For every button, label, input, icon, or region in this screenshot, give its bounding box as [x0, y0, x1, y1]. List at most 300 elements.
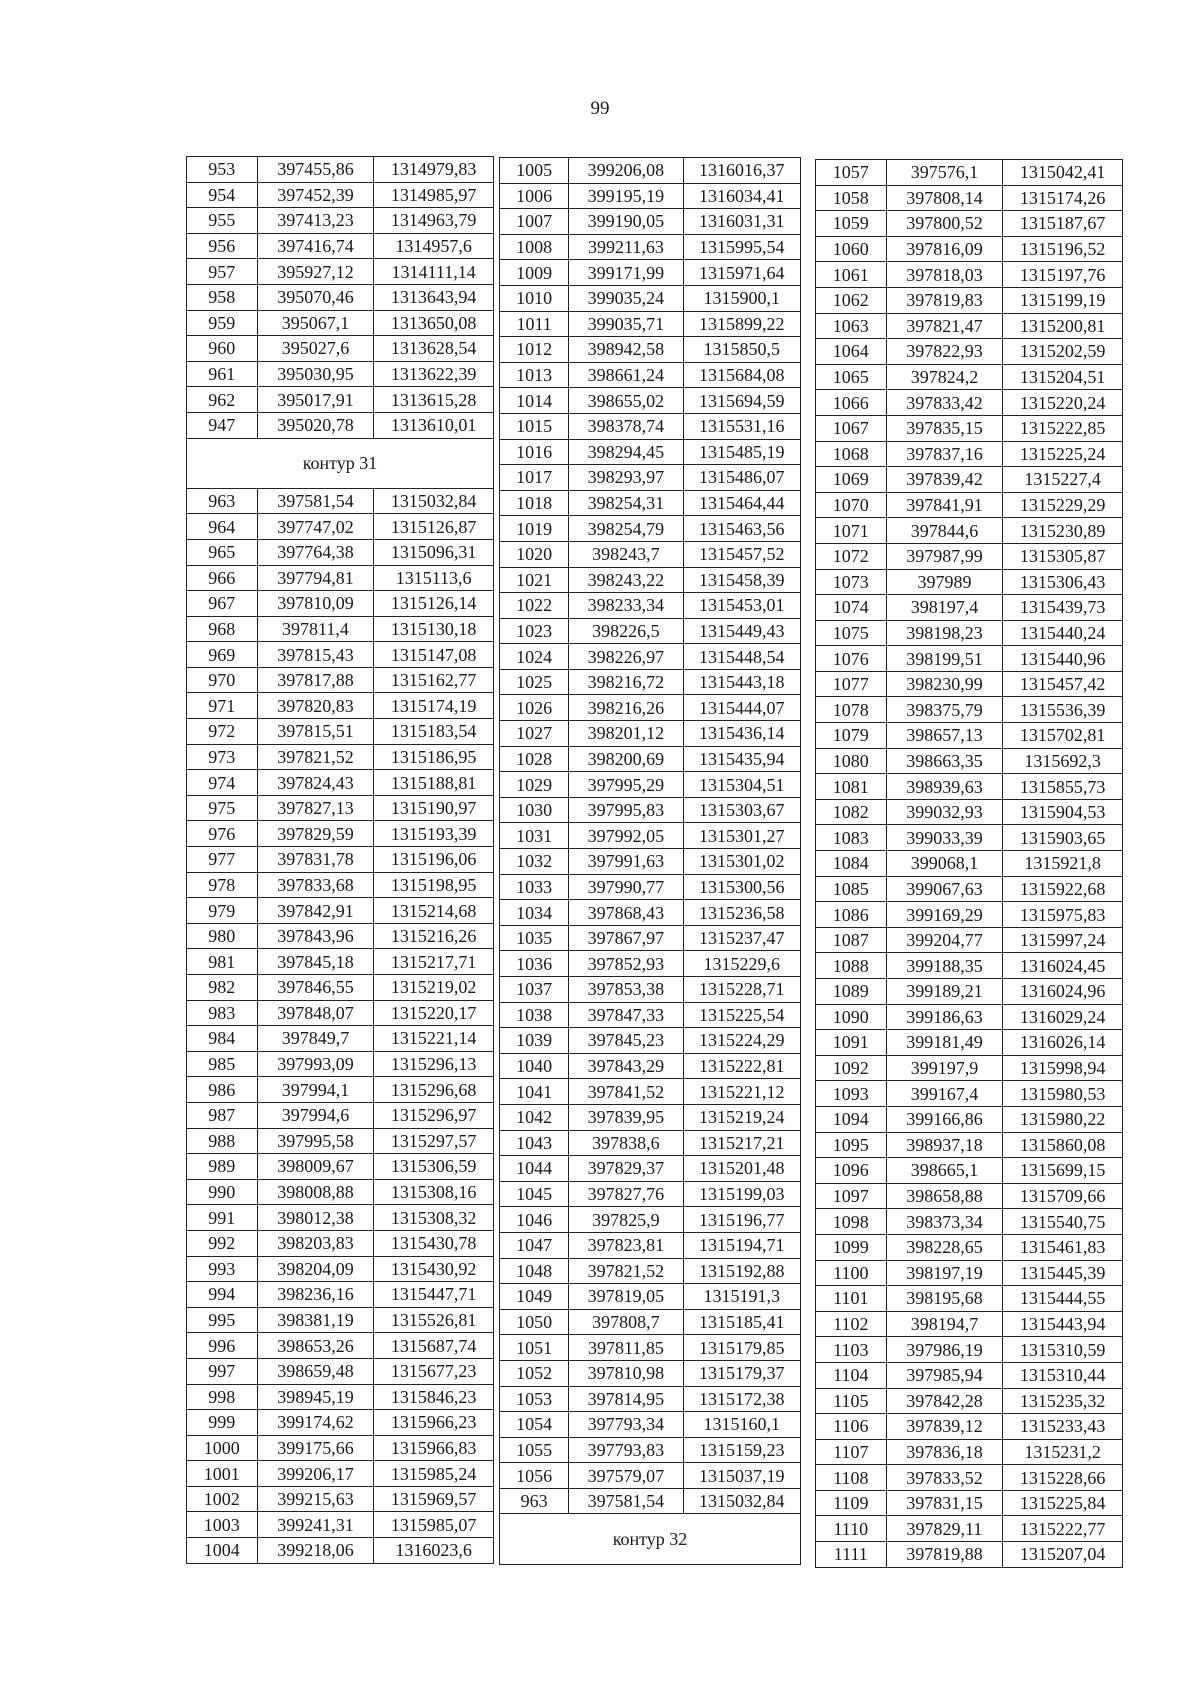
table-row	[187, 565, 494, 591]
point-number-cell: 1073	[816, 569, 887, 595]
table-row	[816, 697, 1123, 723]
point-number-cell: 1007	[500, 209, 569, 235]
y-coordinate-cell: 1315449,43	[683, 618, 800, 644]
y-coordinate-cell: 1315531,16	[683, 413, 800, 439]
point-number-cell: 993	[187, 1256, 258, 1282]
y-coordinate-cell: 1315445,39	[1003, 1260, 1123, 1286]
table-row	[816, 339, 1123, 365]
y-coordinate-cell: 1315702,81	[1003, 723, 1123, 749]
x-coordinate-cell: 397837,16	[886, 441, 1003, 467]
x-coordinate-cell: 397833,68	[257, 872, 374, 898]
x-coordinate-cell: 398937,18	[886, 1132, 1003, 1158]
y-coordinate-cell: 1315191,3	[683, 1284, 800, 1310]
table-row	[187, 1026, 494, 1052]
table-row	[187, 1102, 494, 1128]
x-coordinate-cell: 397867,97	[569, 925, 683, 951]
x-coordinate-cell: 397839,12	[886, 1414, 1003, 1440]
point-number-cell: 968	[187, 616, 258, 642]
y-coordinate-cell: 1315310,44	[1003, 1362, 1123, 1388]
point-number-cell: 988	[187, 1128, 258, 1154]
point-number-cell: 965	[187, 539, 258, 565]
y-coordinate-cell: 1315187,67	[1003, 211, 1123, 237]
contour-label-row	[500, 1514, 801, 1564]
table-row	[816, 1055, 1123, 1081]
y-coordinate-cell: 1315196,77	[683, 1207, 800, 1233]
x-coordinate-cell: 399171,99	[569, 260, 683, 286]
x-coordinate-cell: 397985,94	[886, 1362, 1003, 1388]
table-row	[500, 311, 801, 337]
x-coordinate-cell: 398197,4	[886, 595, 1003, 621]
point-number-cell: 1062	[816, 287, 887, 313]
table-row	[500, 234, 801, 260]
table-row	[500, 644, 801, 670]
y-coordinate-cell: 1315301,27	[683, 823, 800, 849]
table-row	[500, 1104, 801, 1130]
table-row	[187, 642, 494, 668]
table-row	[816, 1106, 1123, 1132]
table-row	[816, 1516, 1123, 1542]
point-number-cell: 960	[187, 336, 258, 362]
point-number-cell: 1035	[500, 925, 569, 951]
y-coordinate-cell: 1315228,66	[1003, 1465, 1123, 1491]
coordinates-table-right	[815, 159, 1123, 1568]
y-coordinate-cell: 1315224,29	[683, 1028, 800, 1054]
x-coordinate-cell: 397994,6	[257, 1102, 374, 1128]
x-coordinate-cell: 399174,62	[257, 1410, 374, 1436]
y-coordinate-cell: 1315297,57	[374, 1128, 494, 1154]
table-row	[500, 439, 801, 465]
y-coordinate-cell: 1315229,6	[683, 951, 800, 977]
table-row	[187, 1051, 494, 1077]
table-row	[816, 1004, 1123, 1030]
table-row	[500, 158, 801, 184]
point-number-cell: 972	[187, 719, 258, 745]
y-coordinate-cell: 1315037,19	[683, 1463, 800, 1489]
point-number-cell: 1095	[816, 1132, 887, 1158]
y-coordinate-cell: 1315162,77	[374, 667, 494, 693]
x-coordinate-cell: 397844,6	[886, 518, 1003, 544]
y-coordinate-cell: 1315463,56	[683, 516, 800, 542]
table-row	[500, 1002, 801, 1028]
y-coordinate-cell: 1315971,64	[683, 260, 800, 286]
y-coordinate-cell: 1315687,74	[374, 1333, 494, 1359]
x-coordinate-cell: 397581,54	[569, 1488, 683, 1514]
y-coordinate-cell: 1313622,39	[374, 361, 494, 387]
y-coordinate-cell: 1315903,65	[1003, 825, 1123, 851]
x-coordinate-cell: 397816,09	[886, 236, 1003, 262]
x-coordinate-cell: 399197,9	[886, 1055, 1003, 1081]
x-coordinate-cell: 397852,93	[569, 951, 683, 977]
point-number-cell: 1063	[816, 313, 887, 339]
x-coordinate-cell: 397581,54	[257, 488, 374, 514]
table-row	[816, 492, 1123, 518]
point-number-cell: 1000	[187, 1435, 258, 1461]
point-number-cell: 1005	[500, 158, 569, 184]
table-row	[816, 1465, 1123, 1491]
point-number-cell: 1032	[500, 849, 569, 875]
table-row	[816, 1286, 1123, 1312]
x-coordinate-cell: 399188,35	[886, 953, 1003, 979]
x-coordinate-cell: 398226,97	[569, 644, 683, 670]
point-number-cell: 1096	[816, 1158, 887, 1184]
table-row	[187, 233, 494, 259]
table-row	[816, 902, 1123, 928]
table-row	[187, 1461, 494, 1487]
table-row	[816, 262, 1123, 288]
table-row	[500, 1360, 801, 1386]
point-number-cell: 1077	[816, 671, 887, 697]
x-coordinate-cell: 397579,07	[569, 1463, 683, 1489]
y-coordinate-cell: 1315230,89	[1003, 518, 1123, 544]
point-number-cell: 957	[187, 259, 258, 285]
y-coordinate-cell: 1315998,94	[1003, 1055, 1123, 1081]
x-coordinate-cell: 397819,88	[886, 1542, 1003, 1568]
y-coordinate-cell: 1315296,13	[374, 1051, 494, 1077]
x-coordinate-cell: 399166,86	[886, 1106, 1003, 1132]
point-number-cell: 1060	[816, 236, 887, 262]
x-coordinate-cell: 397455,86	[257, 157, 374, 183]
point-number-cell: 1083	[816, 825, 887, 851]
point-number-cell: 978	[187, 872, 258, 898]
x-coordinate-cell: 397995,29	[569, 772, 683, 798]
point-number-cell: 1038	[500, 1002, 569, 1028]
x-coordinate-cell: 397845,18	[257, 949, 374, 975]
y-coordinate-cell: 1315904,53	[1003, 799, 1123, 825]
x-coordinate-cell: 397831,15	[886, 1490, 1003, 1516]
point-number-cell: 1042	[500, 1104, 569, 1130]
y-coordinate-cell: 1315198,95	[374, 872, 494, 898]
point-number-cell: 1011	[500, 311, 569, 337]
y-coordinate-cell: 1315694,59	[683, 388, 800, 414]
table-row	[500, 1284, 801, 1310]
point-number-cell: 1003	[187, 1512, 258, 1538]
y-coordinate-cell: 1315202,59	[1003, 339, 1123, 365]
point-number-cell: 1076	[816, 646, 887, 672]
table-row	[500, 413, 801, 439]
y-coordinate-cell: 1313650,08	[374, 310, 494, 336]
point-number-cell: 1059	[816, 211, 887, 237]
x-coordinate-cell: 397810,09	[257, 591, 374, 617]
table-row	[500, 1412, 801, 1438]
x-coordinate-cell: 398197,19	[886, 1260, 1003, 1286]
point-number-cell: 1104	[816, 1362, 887, 1388]
table-row	[816, 1490, 1123, 1516]
table-row	[500, 695, 801, 721]
table-row	[187, 387, 494, 413]
x-coordinate-cell: 398228,65	[886, 1234, 1003, 1260]
table-row	[500, 1386, 801, 1412]
table-row	[187, 1358, 494, 1384]
x-coordinate-cell: 397838,6	[569, 1130, 683, 1156]
table-row	[816, 927, 1123, 953]
x-coordinate-cell: 397843,29	[569, 1053, 683, 1079]
y-coordinate-cell: 1315308,16	[374, 1179, 494, 1205]
contour-label: контур 32	[500, 1514, 801, 1564]
point-number-cell: 987	[187, 1102, 258, 1128]
table-row	[816, 1132, 1123, 1158]
table-row	[500, 1079, 801, 1105]
table-row	[500, 1488, 801, 1514]
y-coordinate-cell: 1315192,88	[683, 1258, 800, 1284]
x-coordinate-cell: 398243,22	[569, 567, 683, 593]
x-coordinate-cell: 399211,63	[569, 234, 683, 260]
y-coordinate-cell: 1314985,97	[374, 182, 494, 208]
table-row	[816, 1337, 1123, 1363]
table-row	[187, 157, 494, 183]
point-number-cell: 1026	[500, 695, 569, 721]
point-number-cell: 1009	[500, 260, 569, 286]
point-number-cell: 1093	[816, 1081, 887, 1107]
x-coordinate-cell: 397842,28	[886, 1388, 1003, 1414]
x-coordinate-cell: 397821,47	[886, 313, 1003, 339]
point-number-cell: 1065	[816, 364, 887, 390]
y-coordinate-cell: 1315296,97	[374, 1102, 494, 1128]
table-row	[500, 669, 801, 695]
x-coordinate-cell: 398657,13	[886, 723, 1003, 749]
table-row	[187, 361, 494, 387]
table-row	[500, 1207, 801, 1233]
point-number-cell: 1028	[500, 746, 569, 772]
y-coordinate-cell: 1315225,24	[1003, 441, 1123, 467]
y-coordinate-cell: 1315174,19	[374, 693, 494, 719]
table-row	[816, 1030, 1123, 1056]
y-coordinate-cell: 1315440,96	[1003, 646, 1123, 672]
x-coordinate-cell: 395070,46	[257, 284, 374, 310]
x-coordinate-cell: 395027,6	[257, 336, 374, 362]
table-row	[816, 390, 1123, 416]
table-row	[187, 898, 494, 924]
y-coordinate-cell: 1313628,54	[374, 336, 494, 362]
table-row	[500, 209, 801, 235]
y-coordinate-cell: 1315229,29	[1003, 492, 1123, 518]
y-coordinate-cell: 1315436,14	[683, 721, 800, 747]
x-coordinate-cell: 398199,51	[886, 646, 1003, 672]
point-number-cell: 954	[187, 182, 258, 208]
table-row	[500, 618, 801, 644]
point-number-cell: 1006	[500, 183, 569, 209]
point-number-cell: 1018	[500, 490, 569, 516]
table-row	[187, 1179, 494, 1205]
table-row	[187, 488, 494, 514]
point-number-cell: 974	[187, 770, 258, 796]
point-number-cell: 1050	[500, 1309, 569, 1335]
point-number-cell: 995	[187, 1307, 258, 1333]
table-row	[187, 1205, 494, 1231]
table-row	[816, 569, 1123, 595]
x-coordinate-cell: 398216,72	[569, 669, 683, 695]
point-number-cell: 997	[187, 1358, 258, 1384]
y-coordinate-cell: 1313643,94	[374, 284, 494, 310]
point-number-cell: 958	[187, 284, 258, 310]
y-coordinate-cell: 1315922,68	[1003, 876, 1123, 902]
table-row	[500, 977, 801, 1003]
y-coordinate-cell: 1315677,23	[374, 1358, 494, 1384]
point-number-cell: 967	[187, 591, 258, 617]
y-coordinate-cell: 1315304,51	[683, 772, 800, 798]
x-coordinate-cell: 397820,83	[257, 693, 374, 719]
x-coordinate-cell: 397833,52	[886, 1465, 1003, 1491]
y-coordinate-cell: 1315921,8	[1003, 851, 1123, 877]
y-coordinate-cell: 1315222,77	[1003, 1516, 1123, 1542]
y-coordinate-cell: 1315308,32	[374, 1205, 494, 1231]
point-number-cell: 1008	[500, 234, 569, 260]
y-coordinate-cell: 1315160,1	[683, 1412, 800, 1438]
point-number-cell: 1012	[500, 337, 569, 363]
point-number-cell: 963	[187, 488, 258, 514]
table-row	[187, 1333, 494, 1359]
y-coordinate-cell: 1315699,15	[1003, 1158, 1123, 1184]
y-coordinate-cell: 1315193,39	[374, 821, 494, 847]
x-coordinate-cell: 397994,1	[257, 1077, 374, 1103]
point-number-cell: 1102	[816, 1311, 887, 1337]
y-coordinate-cell: 1315526,81	[374, 1307, 494, 1333]
table-row	[187, 1128, 494, 1154]
table-row	[187, 182, 494, 208]
table-row	[187, 1435, 494, 1461]
x-coordinate-cell: 399167,4	[886, 1081, 1003, 1107]
table-row	[500, 721, 801, 747]
point-number-cell: 1075	[816, 620, 887, 646]
table-row	[500, 1309, 801, 1335]
contour-label-row	[187, 438, 494, 488]
y-coordinate-cell: 1315236,58	[683, 900, 800, 926]
table-row	[500, 1258, 801, 1284]
y-coordinate-cell: 1315217,71	[374, 949, 494, 975]
point-number-cell: 1002	[187, 1486, 258, 1512]
y-coordinate-cell: 1315130,18	[374, 616, 494, 642]
point-number-cell: 1110	[816, 1516, 887, 1542]
point-number-cell: 1074	[816, 595, 887, 621]
y-coordinate-cell: 1315199,19	[1003, 287, 1123, 313]
table-row	[816, 851, 1123, 877]
x-coordinate-cell: 399215,63	[257, 1486, 374, 1512]
y-coordinate-cell: 1315222,81	[683, 1053, 800, 1079]
x-coordinate-cell: 397846,55	[257, 975, 374, 1001]
table-row	[187, 719, 494, 745]
table-row	[187, 1384, 494, 1410]
x-coordinate-cell: 397839,42	[886, 467, 1003, 493]
y-coordinate-cell: 1315300,56	[683, 874, 800, 900]
point-number-cell: 1031	[500, 823, 569, 849]
table-row	[187, 872, 494, 898]
y-coordinate-cell: 1315430,92	[374, 1256, 494, 1282]
y-coordinate-cell: 1315186,95	[374, 744, 494, 770]
point-number-cell: 1097	[816, 1183, 887, 1209]
table-row	[816, 723, 1123, 749]
x-coordinate-cell: 397835,15	[886, 415, 1003, 441]
x-coordinate-cell: 397995,58	[257, 1128, 374, 1154]
table-row	[500, 388, 801, 414]
x-coordinate-cell: 398293,97	[569, 465, 683, 491]
point-number-cell: 975	[187, 795, 258, 821]
x-coordinate-cell: 397829,59	[257, 821, 374, 847]
point-number-cell: 1014	[500, 388, 569, 414]
table-row	[500, 183, 801, 209]
y-coordinate-cell: 1315032,84	[683, 1488, 800, 1514]
y-coordinate-cell: 1315233,43	[1003, 1414, 1123, 1440]
point-number-cell: 1043	[500, 1130, 569, 1156]
table-row	[816, 979, 1123, 1005]
x-coordinate-cell: 397845,23	[569, 1028, 683, 1054]
point-number-cell: 1058	[816, 185, 887, 211]
table-row	[816, 1439, 1123, 1465]
y-coordinate-cell: 1315303,67	[683, 797, 800, 823]
y-coordinate-cell: 1315435,94	[683, 746, 800, 772]
table-row	[187, 949, 494, 975]
table-row	[187, 1000, 494, 1026]
x-coordinate-cell: 397819,05	[569, 1284, 683, 1310]
y-coordinate-cell: 1315296,68	[374, 1077, 494, 1103]
point-number-cell: 1056	[500, 1463, 569, 1489]
y-coordinate-cell: 1315486,07	[683, 465, 800, 491]
x-coordinate-cell: 398939,63	[886, 774, 1003, 800]
point-number-cell: 1016	[500, 439, 569, 465]
y-coordinate-cell: 1315980,53	[1003, 1081, 1123, 1107]
x-coordinate-cell: 398008,88	[257, 1179, 374, 1205]
y-coordinate-cell: 1315310,59	[1003, 1337, 1123, 1363]
table-row	[187, 847, 494, 873]
point-number-cell: 955	[187, 208, 258, 234]
x-coordinate-cell: 399033,39	[886, 825, 1003, 851]
x-coordinate-cell: 398198,23	[886, 620, 1003, 646]
table-row	[500, 362, 801, 388]
point-number-cell: 1090	[816, 1004, 887, 1030]
coordinates-table-left	[186, 156, 494, 1564]
y-coordinate-cell: 1314111,14	[374, 259, 494, 285]
table-row	[500, 1053, 801, 1079]
point-number-cell: 992	[187, 1230, 258, 1256]
y-coordinate-cell: 1315179,85	[683, 1335, 800, 1361]
table-row	[500, 1335, 801, 1361]
x-coordinate-cell: 397987,99	[886, 543, 1003, 569]
y-coordinate-cell: 1315439,73	[1003, 595, 1123, 621]
x-coordinate-cell: 397827,13	[257, 795, 374, 821]
y-coordinate-cell: 1315183,54	[374, 719, 494, 745]
point-number-cell: 1004	[187, 1538, 258, 1564]
y-coordinate-cell: 1313615,28	[374, 387, 494, 413]
table-row	[187, 821, 494, 847]
y-coordinate-cell: 1315237,47	[683, 925, 800, 951]
x-coordinate-cell: 399035,24	[569, 285, 683, 311]
y-coordinate-cell: 1315443,18	[683, 669, 800, 695]
y-coordinate-cell: 1315032,84	[374, 488, 494, 514]
point-number-cell: 1061	[816, 262, 887, 288]
x-coordinate-cell: 397827,76	[569, 1181, 683, 1207]
point-number-cell: 1033	[500, 874, 569, 900]
point-number-cell: 989	[187, 1154, 258, 1180]
table-row	[816, 313, 1123, 339]
point-number-cell: 982	[187, 975, 258, 1001]
point-number-cell: 1105	[816, 1388, 887, 1414]
point-number-cell: 1099	[816, 1234, 887, 1260]
x-coordinate-cell: 399204,77	[886, 927, 1003, 953]
x-coordinate-cell: 398195,68	[886, 1286, 1003, 1312]
x-coordinate-cell: 399067,63	[886, 876, 1003, 902]
x-coordinate-cell: 397825,9	[569, 1207, 683, 1233]
y-coordinate-cell: 1315485,19	[683, 439, 800, 465]
x-coordinate-cell: 399068,1	[886, 851, 1003, 877]
point-number-cell: 1071	[816, 518, 887, 544]
table-row	[816, 1234, 1123, 1260]
x-coordinate-cell: 397990,77	[569, 874, 683, 900]
y-coordinate-cell: 1316029,24	[1003, 1004, 1123, 1030]
table-row	[500, 567, 801, 593]
x-coordinate-cell: 398378,74	[569, 413, 683, 439]
y-coordinate-cell: 1315204,51	[1003, 364, 1123, 390]
point-number-cell: 1101	[816, 1286, 887, 1312]
table-row	[187, 693, 494, 719]
table-row	[187, 975, 494, 1001]
